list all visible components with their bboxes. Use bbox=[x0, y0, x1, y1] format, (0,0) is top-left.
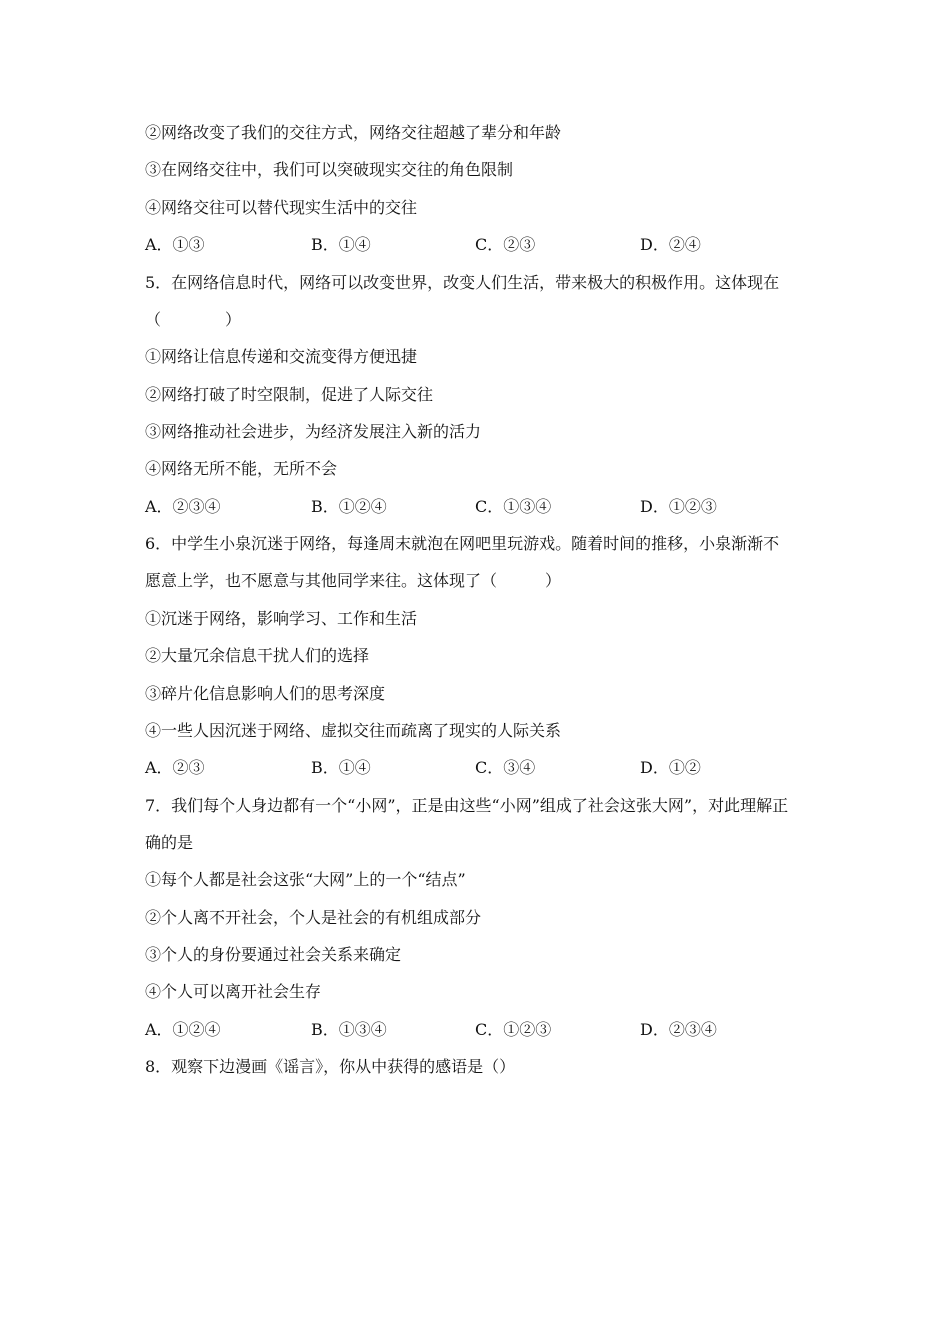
q7-item-3: ③个人的身份要通过社会关系来确定 bbox=[145, 945, 402, 964]
q4-item-3: ③在网络交往中，我们可以突破现实交往的角色限制 bbox=[145, 160, 514, 179]
q7-stem-line1: 7．我们每个人身边都有一个“小网”，正是由这些“小网”组成了社会这张大网”，对此理解正 bbox=[145, 796, 789, 815]
q5-stem-line2: （ ） bbox=[145, 310, 242, 329]
q6-option-d: D．①② bbox=[640, 758, 701, 777]
q5-item-1: ①网络让信息传递和交流变得方便迅捷 bbox=[145, 347, 418, 366]
q7-option-d: D．②③④ bbox=[640, 1020, 717, 1039]
q4-option-b: B．①④ bbox=[311, 235, 371, 254]
q5-options bbox=[145, 497, 845, 517]
q5-item-2: ②网络打破了时空限制，促进了人际交往 bbox=[145, 385, 434, 404]
q5-stem-line1: 5．在网络信息时代，网络可以改变世界，改变人们生活，带来极大的积极作用。这体现在 bbox=[145, 273, 780, 292]
q6-options bbox=[145, 758, 845, 778]
q4-item-2: ②网络改变了我们的交往方式，网络交往超越了辈分和年龄 bbox=[145, 123, 562, 142]
q7-stem-line2: 确的是 bbox=[145, 833, 194, 852]
q6-option-a: A．②③ bbox=[145, 758, 205, 777]
q6-option-c: C．③④ bbox=[475, 758, 536, 777]
q7-option-a: A．①②④ bbox=[145, 1020, 221, 1039]
q8-stem-line1: 8．观察下边漫画《谣言》，你从中获得的感语是（） bbox=[145, 1057, 516, 1076]
q7-item-4: ④个人可以离开社会生存 bbox=[145, 982, 322, 1001]
q6-item-2: ②大量冗余信息干扰人们的选择 bbox=[145, 646, 370, 665]
q6-option-b: B．①④ bbox=[311, 758, 371, 777]
q5-item-4: ④网络无所不能，无所不会 bbox=[145, 459, 338, 478]
q7-item-1: ①每个人都是社会这张“大网”上的一个“结点” bbox=[145, 870, 466, 889]
q5-item-3: ③网络推动社会进步，为经济发展注入新的活力 bbox=[145, 422, 482, 441]
q5-option-b: B．①②④ bbox=[311, 497, 387, 516]
q5-option-c: C．①③④ bbox=[475, 497, 552, 516]
q7-options bbox=[145, 1020, 845, 1040]
q6-item-4: ④一些人因沉迷于网络、虚拟交往而疏离了现实的人际关系 bbox=[145, 721, 562, 740]
q6-stem-line1: 6．中学生小泉沉迷于网络，每逢周末就泡在网吧里玩游戏。随着时间的推移，小泉渐渐不 bbox=[145, 534, 780, 553]
q4-item-4: ④网络交往可以替代现实生活中的交往 bbox=[145, 198, 418, 217]
q6-item-1: ①沉迷于网络，影响学习、工作和生活 bbox=[145, 609, 418, 628]
q7-item-2: ②个人离不开社会，个人是社会的有机组成部分 bbox=[145, 908, 482, 927]
q6-item-3: ③碎片化信息影响人们的思考深度 bbox=[145, 684, 386, 703]
q4-option-c: C．②③ bbox=[475, 235, 536, 254]
q5-option-a: A．②③④ bbox=[145, 497, 221, 516]
q4-options bbox=[145, 235, 845, 255]
q7-option-c: C．①②③ bbox=[475, 1020, 552, 1039]
q7-option-b: B．①③④ bbox=[311, 1020, 387, 1039]
q5-option-d: D．①②③ bbox=[640, 497, 717, 516]
q4-option-d: D．②④ bbox=[640, 235, 701, 254]
q4-option-a: A．①③ bbox=[145, 235, 205, 254]
q6-stem-line2: 愿意上学，也不愿意与其他同学来往。这体现了（ ） bbox=[145, 571, 562, 590]
